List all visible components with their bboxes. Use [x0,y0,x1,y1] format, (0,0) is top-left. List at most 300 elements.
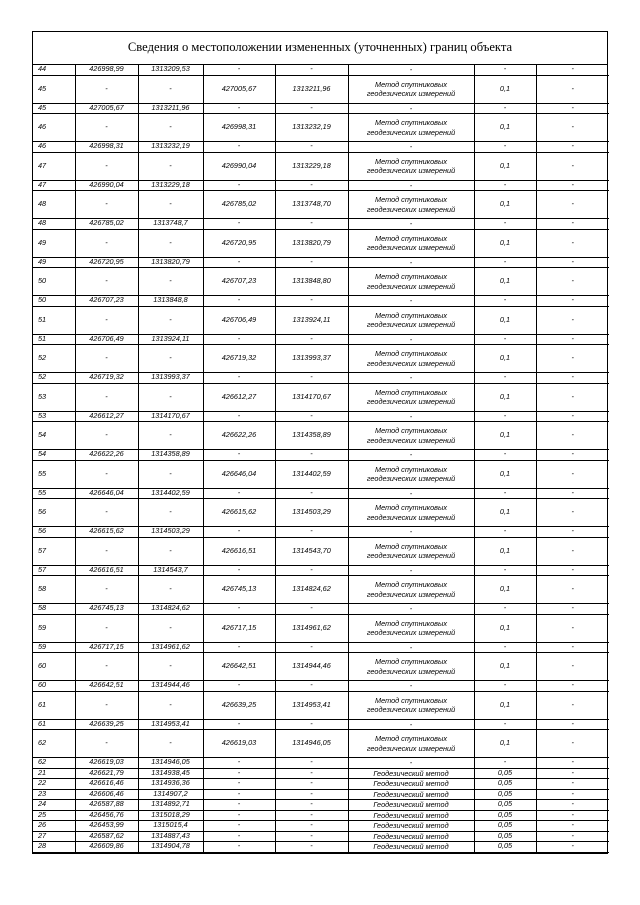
new-y-cell: - [275,758,348,769]
method-cell: Метод спутниковых геодезических измерений [348,422,474,450]
point-number-cell: 56 [33,527,75,538]
existing-y-cell: 1313232,19 [138,142,203,153]
new-x-cell: 426616,51 [203,537,275,565]
table-row [33,191,609,219]
existing-y-cell: 1314946,05 [138,758,203,769]
new-x-cell: 426707,23 [203,268,275,296]
table-row [33,345,609,373]
point-number-cell: 52 [33,345,75,373]
point-number-cell: 50 [33,296,75,307]
existing-y-cell: - [138,537,203,565]
description-cell: - [536,789,609,800]
description-cell: - [536,719,609,730]
table-row [33,296,609,307]
new-y-cell: - [275,789,348,800]
existing-y-cell: 1314402,59 [138,488,203,499]
point-number-cell: 61 [33,691,75,719]
method-cell: Метод спутниковых геодезических измерений [348,383,474,411]
accuracy-cell: 0,1 [474,152,536,180]
new-x-cell: 426612,27 [203,383,275,411]
description-cell: - [536,800,609,811]
new-x-cell: 426646,04 [203,460,275,488]
point-number-cell: 59 [33,614,75,642]
method-cell: - [348,103,474,114]
description-cell: - [536,460,609,488]
description-cell: - [536,268,609,296]
description-cell: - [536,152,609,180]
table-row [33,257,609,268]
description-cell: - [536,422,609,450]
existing-x-cell: 426706,49 [75,334,138,345]
existing-y-cell: 1314907,2 [138,789,203,800]
description-cell: - [536,411,609,422]
accuracy-cell: 0,1 [474,537,536,565]
point-number-cell: 50 [33,268,75,296]
accuracy-cell: 0,1 [474,345,536,373]
table-row [33,152,609,180]
new-x-cell: - [203,257,275,268]
description-cell: - [536,334,609,345]
existing-y-cell: 1313229,18 [138,180,203,191]
new-y-cell: 1314824,62 [275,576,348,604]
accuracy-cell: - [474,411,536,422]
new-y-cell: 1313211,96 [275,75,348,103]
existing-y-cell: 1313993,37 [138,373,203,384]
point-number-cell: 62 [33,758,75,769]
method-cell: Метод спутниковых геодезических измерений [348,576,474,604]
description-cell: - [536,229,609,257]
existing-x-cell: 426998,99 [75,65,138,75]
accuracy-cell: - [474,103,536,114]
point-number-cell: 56 [33,499,75,527]
table-row [33,103,609,114]
method-cell: Метод спутниковых геодезических измерений [348,75,474,103]
existing-y-cell: 1314170,67 [138,411,203,422]
accuracy-cell: - [474,488,536,499]
existing-y-cell: 1314543,7 [138,565,203,576]
existing-x-cell: - [75,114,138,142]
new-x-cell: - [203,642,275,653]
accuracy-cell: 0,1 [474,691,536,719]
existing-x-cell: 426612,27 [75,411,138,422]
coordinates-table [33,65,609,853]
existing-x-cell: 426720,95 [75,257,138,268]
existing-y-cell: - [138,114,203,142]
accuracy-cell: 0,1 [474,306,536,334]
existing-x-cell: 426606,46 [75,789,138,800]
point-number-cell: 45 [33,75,75,103]
new-x-cell: - [203,604,275,615]
existing-y-cell: - [138,460,203,488]
accuracy-cell: 0,05 [474,789,536,800]
new-y-cell: 1314961,62 [275,614,348,642]
table-row [33,758,609,769]
new-y-cell: - [275,334,348,345]
new-y-cell: - [275,65,348,75]
point-number-cell: 58 [33,604,75,615]
accuracy-cell: - [474,65,536,75]
existing-x-cell: 426621,79 [75,768,138,779]
new-y-cell: 1314944,46 [275,653,348,681]
accuracy-cell: 0,1 [474,422,536,450]
point-number-cell: 23 [33,789,75,800]
existing-y-cell: - [138,614,203,642]
existing-x-cell: 426642,51 [75,681,138,692]
method-cell: Метод спутниковых геодезических измерений [348,152,474,180]
new-x-cell: - [203,800,275,811]
existing-x-cell: - [75,576,138,604]
point-number-cell: 51 [33,306,75,334]
existing-y-cell: 1314944,46 [138,681,203,692]
accuracy-cell: - [474,142,536,153]
existing-x-cell: 426609,86 [75,842,138,853]
existing-y-cell: - [138,345,203,373]
new-y-cell: - [275,142,348,153]
table-row [33,75,609,103]
existing-x-cell: 426998,31 [75,142,138,153]
table-row [33,768,609,779]
description-cell: - [536,257,609,268]
existing-y-cell: 1313211,96 [138,103,203,114]
description-cell: - [536,691,609,719]
existing-x-cell: 426622,26 [75,450,138,461]
method-cell: Метод спутниковых геодезических измерений [348,653,474,681]
existing-y-cell: 1313820,79 [138,257,203,268]
page-title: Сведения о местоположении измененных (уточненных) границ объекта [33,32,607,65]
description-cell: - [536,642,609,653]
method-cell: Геодезический метод [348,821,474,832]
accuracy-cell: 0,1 [474,614,536,642]
new-x-cell: 426639,25 [203,691,275,719]
accuracy-cell: 0,1 [474,229,536,257]
table-row [33,779,609,790]
description-cell: - [536,373,609,384]
existing-x-cell: - [75,460,138,488]
new-x-cell: 426998,31 [203,114,275,142]
existing-x-cell: - [75,614,138,642]
method-cell: - [348,565,474,576]
method-cell: - [348,719,474,730]
point-number-cell: 44 [33,65,75,75]
method-cell: Геодезический метод [348,842,474,853]
new-x-cell: - [203,296,275,307]
existing-y-cell: 1314824,62 [138,604,203,615]
existing-x-cell: 426615,62 [75,527,138,538]
accuracy-cell: 0,1 [474,191,536,219]
existing-x-cell: - [75,691,138,719]
accuracy-cell: 0,05 [474,800,536,811]
existing-y-cell: 1313209,53 [138,65,203,75]
point-number-cell: 58 [33,576,75,604]
existing-y-cell: - [138,268,203,296]
point-number-cell: 21 [33,768,75,779]
description-cell: - [536,488,609,499]
new-x-cell: 426622,26 [203,422,275,450]
table-row [33,653,609,681]
table-row [33,604,609,615]
point-number-cell: 27 [33,831,75,842]
method-cell: Метод спутниковых геодезических измерений [348,614,474,642]
existing-x-cell: - [75,730,138,758]
method-cell: Геодезический метод [348,800,474,811]
description-cell: - [536,296,609,307]
existing-x-cell: - [75,268,138,296]
table-row [33,719,609,730]
description-cell: - [536,614,609,642]
point-number-cell: 59 [33,642,75,653]
table-row [33,730,609,758]
new-x-cell: - [203,779,275,790]
table-row [33,642,609,653]
accuracy-cell: - [474,334,536,345]
existing-x-cell: 426717,15 [75,642,138,653]
point-number-cell: 55 [33,488,75,499]
existing-x-cell: 426745,13 [75,604,138,615]
existing-y-cell: - [138,499,203,527]
existing-x-cell: - [75,383,138,411]
new-x-cell: - [203,821,275,832]
new-y-cell: - [275,103,348,114]
new-x-cell: - [203,103,275,114]
table-row [33,306,609,334]
method-cell: - [348,219,474,230]
existing-y-cell: 1314953,41 [138,719,203,730]
new-y-cell: 1313848,80 [275,268,348,296]
table-row [33,411,609,422]
point-number-cell: 57 [33,565,75,576]
new-x-cell: - [203,758,275,769]
new-x-cell: - [203,142,275,153]
new-x-cell: 426785,02 [203,191,275,219]
point-number-cell: 49 [33,229,75,257]
accuracy-cell: - [474,565,536,576]
point-number-cell: 48 [33,219,75,230]
existing-x-cell: 426619,03 [75,758,138,769]
method-cell: Геодезический метод [348,810,474,821]
method-cell: - [348,642,474,653]
point-number-cell: 48 [33,191,75,219]
accuracy-cell: - [474,296,536,307]
existing-y-cell: 1314961,62 [138,642,203,653]
description-cell: - [536,565,609,576]
table-row [33,810,609,821]
new-x-cell: - [203,450,275,461]
method-cell: Метод спутниковых геодезических измерений [348,499,474,527]
existing-x-cell: - [75,191,138,219]
accuracy-cell: - [474,681,536,692]
accuracy-cell: - [474,642,536,653]
table-row [33,537,609,565]
new-y-cell: - [275,219,348,230]
method-cell: Геодезический метод [348,789,474,800]
method-cell: - [348,450,474,461]
description-cell: - [536,383,609,411]
accuracy-cell: - [474,373,536,384]
existing-x-cell: 426990,04 [75,180,138,191]
new-y-cell: - [275,719,348,730]
point-number-cell: 60 [33,681,75,692]
method-cell: - [348,373,474,384]
table-row [33,681,609,692]
existing-y-cell: - [138,306,203,334]
new-x-cell: - [203,219,275,230]
point-number-cell: 62 [33,730,75,758]
accuracy-cell: 0,05 [474,810,536,821]
new-x-cell: 426619,03 [203,730,275,758]
new-y-cell: - [275,373,348,384]
method-cell: - [348,257,474,268]
existing-y-cell: 1314503,29 [138,527,203,538]
existing-y-cell: - [138,152,203,180]
new-x-cell: 426745,13 [203,576,275,604]
existing-x-cell: - [75,345,138,373]
new-y-cell: - [275,296,348,307]
table-row [33,821,609,832]
method-cell: Метод спутниковых геодезических измерений [348,460,474,488]
document-frame [32,31,608,854]
point-number-cell: 49 [33,257,75,268]
new-x-cell: - [203,842,275,853]
table-row [33,565,609,576]
accuracy-cell: 0,1 [474,114,536,142]
existing-y-cell: 1314358,89 [138,450,203,461]
table-row [33,842,609,853]
method-cell: Метод спутниковых геодезических измерений [348,229,474,257]
existing-x-cell: 426453,99 [75,821,138,832]
new-y-cell: 1314358,89 [275,422,348,450]
new-y-cell: 1314402,59 [275,460,348,488]
new-x-cell: 426720,95 [203,229,275,257]
existing-y-cell: - [138,422,203,450]
new-y-cell: - [275,779,348,790]
accuracy-cell: 0,05 [474,842,536,853]
table-row [33,488,609,499]
new-x-cell: 426642,51 [203,653,275,681]
table-row [33,65,609,75]
table-row [33,180,609,191]
existing-x-cell: 426719,32 [75,373,138,384]
existing-x-cell: 426587,62 [75,831,138,842]
existing-x-cell: 426587,88 [75,800,138,811]
description-cell: - [536,191,609,219]
existing-y-cell: 1314904,78 [138,842,203,853]
method-cell: - [348,65,474,75]
point-number-cell: 46 [33,142,75,153]
new-x-cell: - [203,180,275,191]
new-y-cell: - [275,642,348,653]
description-cell: - [536,65,609,75]
accuracy-cell: - [474,604,536,615]
table-row [33,800,609,811]
existing-x-cell: - [75,75,138,103]
description-cell: - [536,576,609,604]
description-cell: - [536,681,609,692]
table-row [33,142,609,153]
existing-x-cell: - [75,152,138,180]
description-cell: - [536,821,609,832]
new-x-cell: 426990,04 [203,152,275,180]
existing-y-cell: - [138,730,203,758]
new-x-cell: 426719,32 [203,345,275,373]
table-row [33,334,609,345]
method-cell: - [348,180,474,191]
method-cell: Метод спутниковых геодезических измерений [348,114,474,142]
description-cell: - [536,345,609,373]
new-y-cell: - [275,810,348,821]
table-row [33,460,609,488]
accuracy-cell: 0,1 [474,383,536,411]
new-x-cell: 426706,49 [203,306,275,334]
new-x-cell: 426717,15 [203,614,275,642]
accuracy-cell: - [474,719,536,730]
table-row [33,527,609,538]
accuracy-cell: 0,05 [474,768,536,779]
method-cell: - [348,527,474,538]
accuracy-cell: 0,1 [474,460,536,488]
description-cell: - [536,779,609,790]
table-row [33,614,609,642]
accuracy-cell: 0,1 [474,576,536,604]
description-cell: - [536,180,609,191]
existing-x-cell: 426707,23 [75,296,138,307]
point-number-cell: 51 [33,334,75,345]
new-y-cell: 1314503,29 [275,499,348,527]
accuracy-cell: 0,05 [474,779,536,790]
method-cell: Геодезический метод [348,768,474,779]
table-row [33,268,609,296]
existing-y-cell: 1315015,4 [138,821,203,832]
existing-y-cell: - [138,229,203,257]
description-cell: - [536,842,609,853]
new-y-cell: - [275,831,348,842]
point-number-cell: 54 [33,422,75,450]
method-cell: Метод спутниковых геодезических измерений [348,691,474,719]
new-y-cell: 1314946,05 [275,730,348,758]
existing-x-cell: - [75,306,138,334]
table-row [33,383,609,411]
new-y-cell: - [275,180,348,191]
new-y-cell: - [275,800,348,811]
method-cell: Метод спутниковых геодезических измерений [348,730,474,758]
description-cell: - [536,758,609,769]
method-cell: Геодезический метод [348,779,474,790]
new-x-cell: - [203,527,275,538]
existing-y-cell: 1314887,43 [138,831,203,842]
point-number-cell: 54 [33,450,75,461]
description-cell: - [536,75,609,103]
point-number-cell: 47 [33,180,75,191]
accuracy-cell: - [474,180,536,191]
point-number-cell: 55 [33,460,75,488]
table-row [33,789,609,800]
description-cell: - [536,768,609,779]
new-x-cell: - [203,831,275,842]
new-y-cell: - [275,257,348,268]
method-cell: - [348,334,474,345]
method-cell: - [348,296,474,307]
new-y-cell: - [275,488,348,499]
method-cell: Метод спутниковых геодезических измерений [348,191,474,219]
new-y-cell: 1313229,18 [275,152,348,180]
table-row [33,691,609,719]
table-row [33,450,609,461]
new-x-cell: - [203,411,275,422]
new-y-cell: - [275,565,348,576]
new-y-cell: 1314953,41 [275,691,348,719]
method-cell: Метод спутниковых геодезических измерений [348,306,474,334]
description-cell: - [536,103,609,114]
method-cell: - [348,681,474,692]
